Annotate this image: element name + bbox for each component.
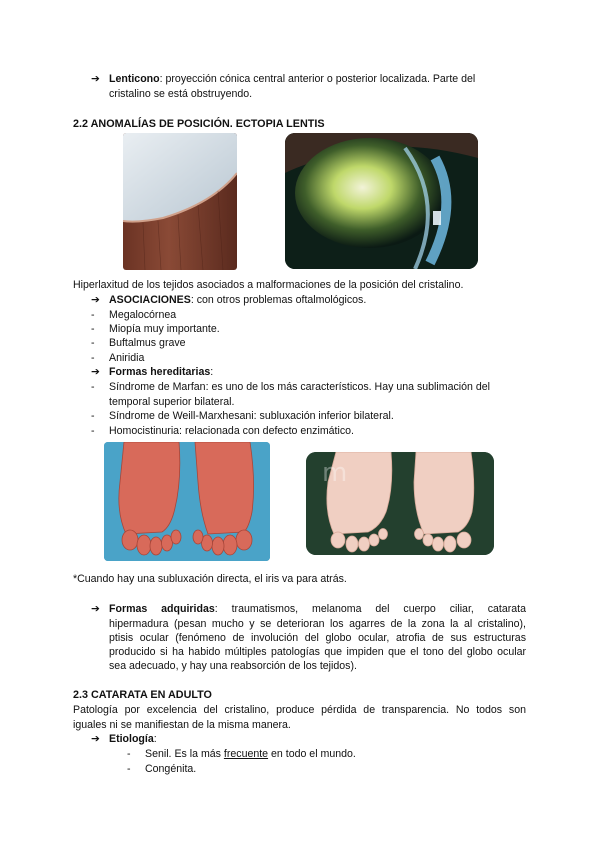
dash-bullet: - xyxy=(127,748,131,760)
dash-bullet: - xyxy=(91,323,95,335)
list-item: Síndrome de Marfan: es uno de los más característicos. Hay una sublimación del xyxy=(109,381,490,393)
asociaciones-label: ASOCIACIONES xyxy=(109,294,191,306)
dash-bullet: - xyxy=(91,425,95,437)
adquiridas-line: sea adecuado, y hay una reabsorción de los tejidos). xyxy=(109,660,357,672)
list-item-continued: temporal superior bilateral. xyxy=(109,396,235,408)
hereditarias-item xyxy=(109,365,213,380)
section-2-3-intro-2: iguales ni se manifiestan de la misma manera. xyxy=(73,719,291,731)
section-2-2-intro: Hiperlaxitud de los tejidos asociados a malformaciones de la posición del cristalino. xyxy=(73,279,464,291)
arrow-bullet: ➔ xyxy=(91,73,100,85)
hereditarias-colon: : xyxy=(210,366,214,378)
senil-text-end: en todo el mundo. xyxy=(268,748,356,760)
section-2-2-title: 2.2 ANOMALÍAS DE POSICIÓN. ECTOPIA LENTIS xyxy=(73,118,325,130)
adquiridas-label: Formas adquiridas xyxy=(109,603,215,615)
asociaciones-text: : con otros problemas oftalmológicos. xyxy=(190,294,367,306)
list-item: Megalocórnea xyxy=(109,309,177,321)
adquiridas-line: producido si ha habido múltiples patologías que impiden que el tono del globo ocular xyxy=(109,646,526,658)
dash-bullet: - xyxy=(91,410,95,422)
section-2-3-intro: Patología por excelencia del cristalino, produce pérdida de transparencia. No todos son xyxy=(73,704,526,716)
arrow-bullet: ➔ xyxy=(91,733,100,745)
senil-underlined: frecuente xyxy=(223,748,269,760)
lenticono-text: : proyección cónica central anterior o posterior localizada. Parte del xyxy=(159,73,476,85)
dash-bullet: - xyxy=(91,337,95,349)
subluxation-note: *Cuando hay una subluxación directa, el iris va para atrás. xyxy=(73,573,347,585)
arrow-bullet: ➔ xyxy=(91,603,100,615)
adquiridas-line: ptisis ocular (fenómeno de involución del globo ocular, atrofia de sus estructuras xyxy=(109,632,526,644)
watermark: m xyxy=(322,458,348,488)
etiologia-colon: : xyxy=(153,733,157,745)
list-item: Síndrome de Weill-Marxhesani: subluxación inferior bilateral. xyxy=(109,410,394,422)
list-item: Congénita. xyxy=(145,763,197,775)
dash-bullet: - xyxy=(91,352,95,364)
lenticono-text-2: cristalino se está obstruyendo. xyxy=(109,88,253,100)
lenticono-paragraph xyxy=(109,72,526,87)
hereditarias-label: Formas hereditarias xyxy=(109,366,211,378)
arrow-bullet: ➔ xyxy=(91,294,100,306)
adquiridas-text: : traumatismos, melanoma del cuerpo ciliar, catarata xyxy=(214,603,527,615)
etiologia-item xyxy=(109,732,157,747)
adquiridas-line: hipermadura (pesan mucho y se deterioran los agarres de la zona la al cristalino), xyxy=(109,618,526,630)
section-2-3-title: 2.3 CATARATA EN ADULTO xyxy=(73,689,212,701)
list-item-senil xyxy=(145,747,356,762)
dash-bullet: - xyxy=(91,309,95,321)
asociaciones-item xyxy=(109,293,366,308)
lens-photo xyxy=(123,133,237,270)
dash-bullet: - xyxy=(91,381,95,393)
lenticono-term: Lenticono xyxy=(109,73,160,85)
feet-photo-marfan xyxy=(104,442,270,561)
slit-lamp-eye-photo xyxy=(285,133,478,269)
list-item: Aniridia xyxy=(109,352,145,364)
senil-text: Senil. Es la más xyxy=(145,748,224,760)
dash-bullet: - xyxy=(127,763,131,775)
list-item: Homocistinuria: relacionada con defecto enzimático. xyxy=(109,425,354,437)
arrow-bullet: ➔ xyxy=(91,366,100,378)
list-item: Miopía muy importante. xyxy=(109,323,220,335)
etiologia-label: Etiología xyxy=(109,733,154,745)
list-item: Buftalmus grave xyxy=(109,337,186,349)
feet-photo-pale xyxy=(306,452,494,555)
adquiridas-line-1 xyxy=(109,602,526,617)
